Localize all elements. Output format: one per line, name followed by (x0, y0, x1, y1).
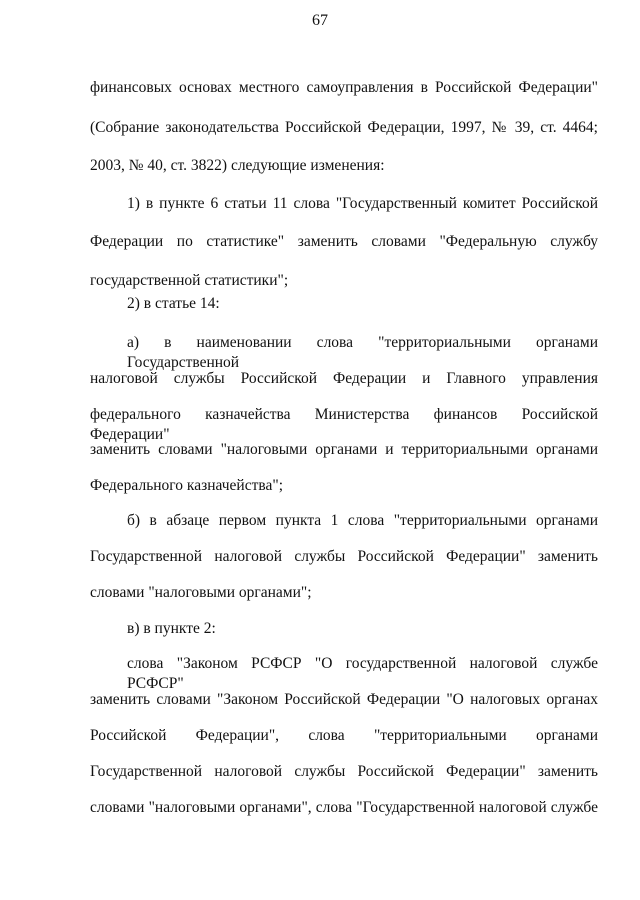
text-line: 1) в пункте 6 статьи 11 слова "Государственный комитет Российской (127, 195, 598, 212)
text-line: Государственной налоговой службы Российской Федерации" заменить (90, 763, 598, 780)
text-line: б) в абзаце первом пункта 1 слова "территориальными органами (127, 512, 598, 529)
text-line: Государственной налоговой службы Российской Федерации" заменить (90, 548, 598, 565)
text-line: а) в наименовании слова "территориальными органами Государственной (127, 334, 598, 371)
text-line: федерального казначейства Министерства финансов Российской Федерации" (90, 406, 598, 443)
text-line: Федерации по статистике" заменить словами "Федеральную службу (90, 233, 598, 250)
text-line: (Собрание законодательства Российской Федерации, 1997, № 39, ст. 4464; (90, 119, 598, 136)
text-line: в) в пункте 2: (127, 620, 216, 637)
text-line: налоговой службы Российской Федерации и Главного управления (90, 370, 598, 387)
text-line: Федерального казначейства"; (90, 477, 284, 494)
page-number: 67 (312, 12, 328, 29)
text-line: слова "Законом РСФСР "О государственной налоговой службе РСФСР" (127, 655, 598, 692)
text-line: заменить словами "Законом Российской Федерации "О налоговых органах (90, 691, 598, 708)
text-line: Российской Федерации", слова "территориальными органами (90, 727, 598, 744)
text-line: 2003, № 40, ст. 3822) следующие изменения: (90, 157, 385, 174)
text-line: словами "налоговыми органами", слова "Государственной налоговой службе (90, 799, 598, 816)
text-line: 2) в статье 14: (127, 295, 220, 312)
text-line: заменить словами "налоговыми органами и территориальными органами (90, 441, 598, 458)
text-line: финансовых основах местного самоуправления в Российской Федерации" (90, 79, 598, 96)
text-line: словами "налоговыми органами"; (90, 584, 312, 601)
text-line: государственной статистики"; (90, 272, 289, 289)
